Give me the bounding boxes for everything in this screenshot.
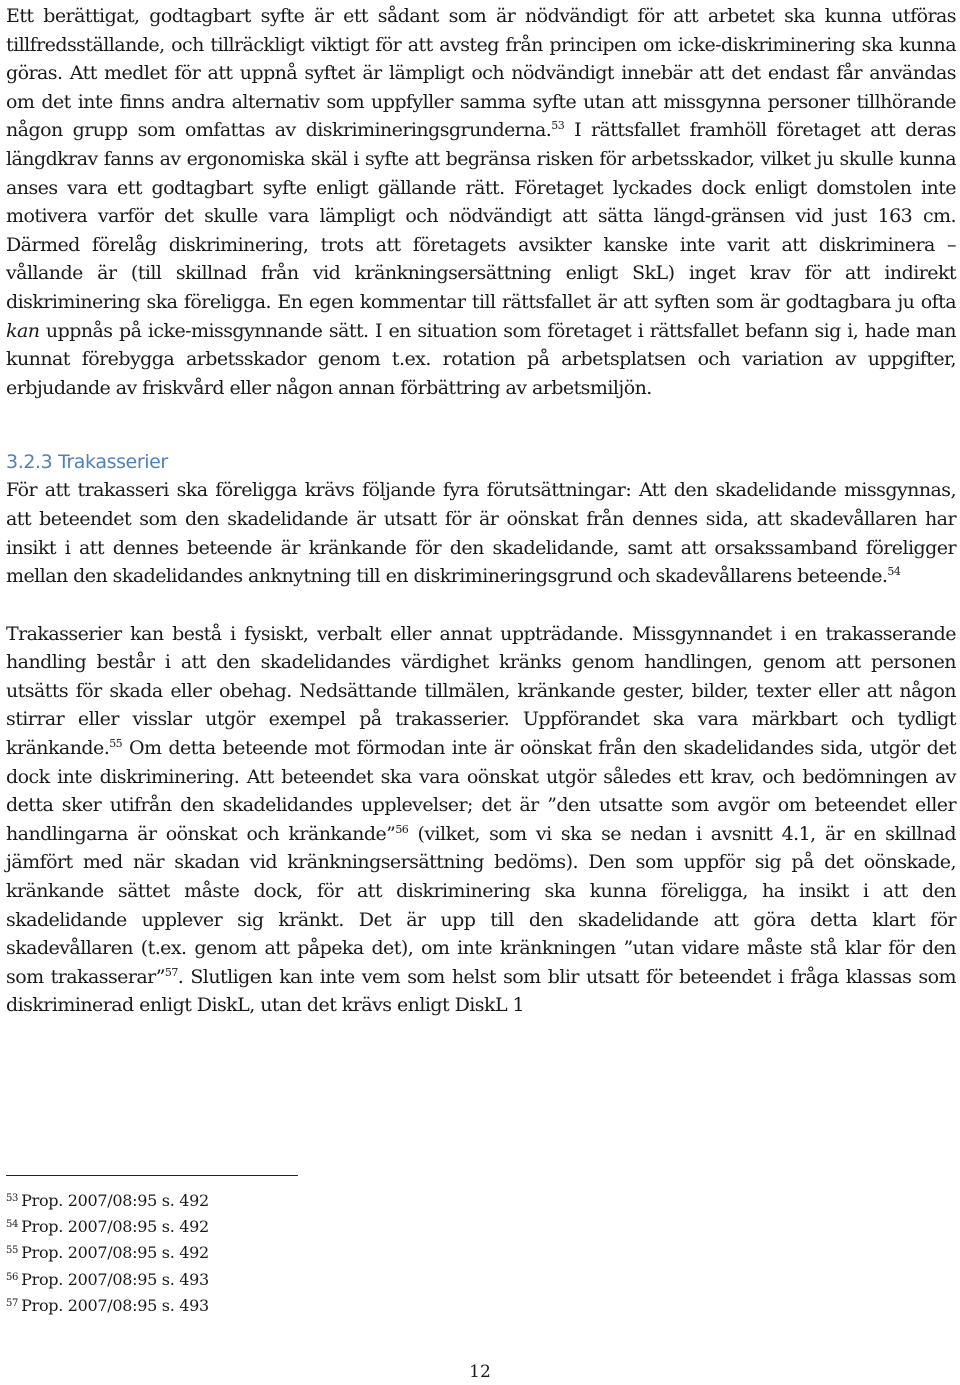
body-paragraph-3	[6, 620, 956, 1020]
footnote-ref-55[interactable]: 55	[109, 737, 123, 751]
footnote-54	[6, 1214, 946, 1240]
footnote-text: Prop. 2007/08:95 s. 492	[21, 1217, 209, 1237]
page-number: 12	[469, 1362, 491, 1382]
footnote-number: 53	[6, 1193, 19, 1204]
footnote-55	[6, 1240, 946, 1266]
paragraph-text: Om detta beteende mot förmodan inte är oönskat från den skadelidandes sida, utgör det dock inte diskriminering. Att beteendet ska vara oönskat utgör således ett krav, och bedömningen av detta sker utifrån den skadelidandes upplevelser; det är ”den utsatte som avgör om beteendet eller handlingarna är oönskat och kränkande”	[6, 737, 956, 845]
section-heading: 3.2.3 Trakasserier	[6, 451, 168, 474]
footnote-57	[6, 1293, 946, 1319]
paragraph-text: (vilket, som vi ska se nedan i avsnitt 4.1, är en skillnad jämfört med när skadan vid kränkningsersättning bedöms). Den som uppför sig på det oönskade, kränkande sättet måste dock, för att diskriminering ska kunna föreligga, ha insikt i att den skadelidande upplever sig kränkt. Det är upp till den skadelidande att göra detta klart för skadevållaren (t.ex. genom att påpeka det), om inte kränkningen ”utan vidare måste stå klar för den som trakasserar”	[6, 822, 956, 988]
paragraph-text: För att trakasseri ska föreligga krävs följande fyra förutsättningar: Att den skadelidande missgynnas, att beteendet som den skadelidande är utsatt för är oönskat från dennes sida, att skadevållaren har insikt i att dennes beteende är kränkande för den skadelidande, samt att orsakssamband föreligger mellan den skadelidandes anknytning till en diskrimineringsgrund och skadevållarens beteende.	[6, 479, 956, 588]
footnotes	[6, 1175, 946, 1319]
footnote-ref-54[interactable]: 54	[887, 565, 901, 579]
paragraph-text: Ett berättigat, godtagbart syfte är ett sådant som är nödvändigt för att arbetet ska kunna utföras tillfredsställande, och tillräckligt viktigt för att avsteg från principen om icke-diskriminering ska kunna göras. Att medlet för att uppnå syftet är lämpligt och nödvändigt innebär att det endast får användas om det inte finns andra alternativ som uppfyller samma syfte utan att missgynna personer tillhörande någon grupp som omfattas av diskrimineringsgrunderna.	[6, 5, 956, 142]
footnote-number: 57	[6, 1297, 19, 1309]
footnote-text: Prop. 2007/08:95 s. 492	[21, 1243, 209, 1263]
emphasis-text: kan	[6, 319, 40, 342]
footnote-text: Prop. 2007/08:95 s. 492	[21, 1191, 209, 1210]
footnote-ref-56[interactable]: 56	[395, 822, 409, 836]
body-paragraph-1	[6, 2, 956, 402]
paragraph-text: uppnås på icke-missgynnande sätt. I en situation som företaget i rättsfallet befann sig i, hade man kunnat förebygga arbetsskador genom t.ex. rotation på arbetsplatsen och variation av uppgifter, erbjudande av friskvård eller någon annan förbättring av arbetsmiljön.	[6, 319, 956, 399]
footnote-ref-53[interactable]: 53	[551, 119, 565, 133]
paragraph-text: I rättsfallet framhöll företaget att deras längdkrav fanns av ergonomiska skäl i syfte att begränsa risken för arbetsskador, vilket ju skulle kunna anses vara ett godtagbart syfte enligt gällande rätt. Företaget lyckades dock enligt domstolen inte motivera varför det skulle vara lämpligt och nödvändigt att sätta längd-gränsen vid just 163 cm. Därmed förelåg diskriminering, trots att företagets avsikter kanske inte varit att diskriminera – vållande är (till skillnad från vid kränkningsersättning enligt SkL) inget krav för att indirekt diskriminering ska föreligga. En egen kommentar till rättsfallet är att syften som är godtagbara ju ofta	[6, 119, 956, 313]
footnote-number: 54	[6, 1219, 19, 1231]
paragraph-text: . Slutligen kan inte vem som helst som blir utsatt för beteendet i fråga klassas som diskriminerad enligt DiskL, utan det krävs enligt DiskL 1	[6, 965, 956, 1017]
footnote-53	[6, 1188, 946, 1214]
paragraph-text: Trakasserier kan bestå i fysiskt, verbalt eller annat uppträdande. Missgynnandet i en trakasserande handling består i att den skadelidandes värdighet kränks genom handlingen, genom att personen utsätts för skada eller obehag. Nedsättande tillmälen, kränkande gester, bilder, texter eller att någon stirrar eller visslar utgör exempel på trakasserier. Uppförandet ska vara märkbart och tydligt kränkande.	[6, 622, 956, 760]
footnote-text: Prop. 2007/08:95 s. 493	[21, 1295, 209, 1315]
footnote-number: 55	[6, 1245, 19, 1257]
footnote-56	[6, 1267, 946, 1293]
footnote-separator	[6, 1175, 298, 1176]
footnote-number: 56	[6, 1271, 19, 1283]
body-paragraph-2	[6, 476, 956, 590]
footnote-ref-57[interactable]: 57	[164, 965, 178, 979]
footnote-text: Prop. 2007/08:95 s. 493	[21, 1269, 209, 1289]
